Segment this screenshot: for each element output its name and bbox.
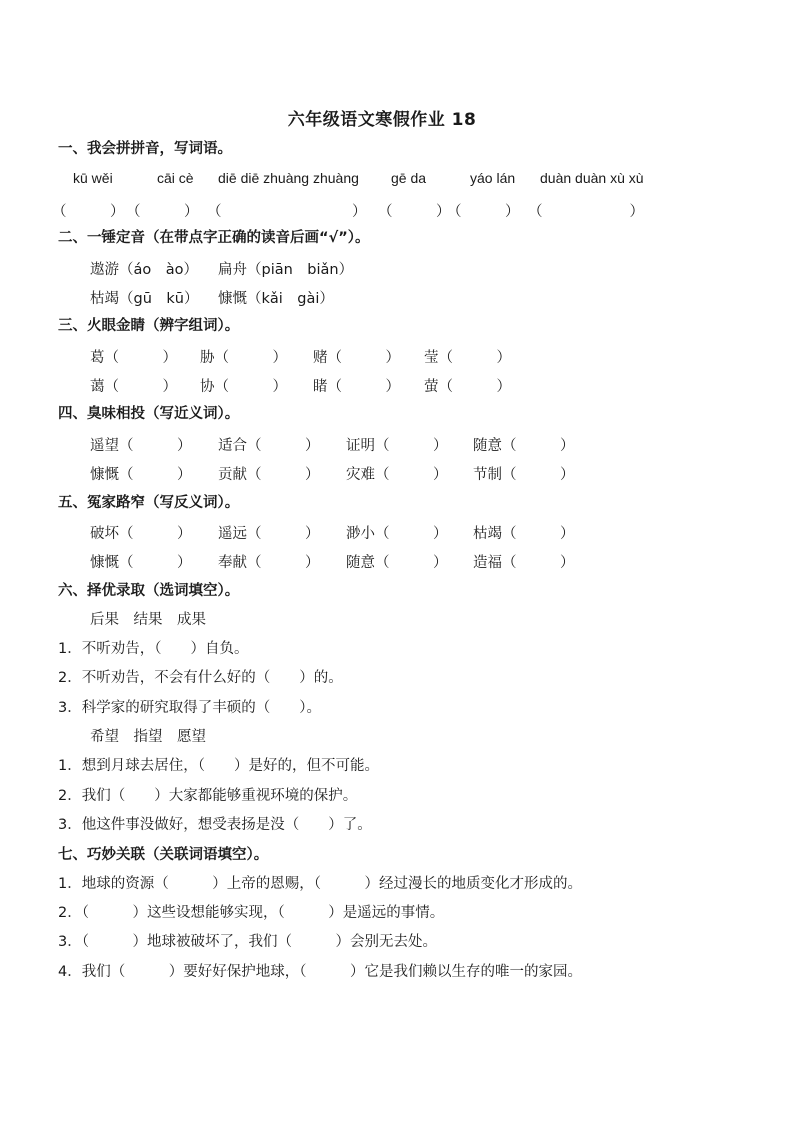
antonym-item[interactable]: 随意（ ） [346, 555, 448, 571]
section-2-heading: 二、一锤定音（在带点字正确的读音后画“√”）。 [58, 230, 370, 246]
section-5-heading: 五、冤家路窄（写反义词）。 [58, 495, 240, 511]
antonym-item[interactable]: 渺小（ ） [346, 526, 448, 542]
antonym-item[interactable]: 破坏（ ） [90, 526, 192, 542]
pinyin-2: cāi cè [157, 170, 194, 186]
answer-blank-6[interactable]: （ ） [528, 204, 644, 220]
conjunction-item[interactable]: 2．（ ）这些设想能够实现，（ ）是遥远的事情。 [58, 905, 445, 921]
word-item[interactable]: 葛（ ） [90, 350, 177, 366]
synonym-item[interactable]: 证明（ ） [346, 438, 448, 454]
conjunction-item[interactable]: 3．（ ）地球被破坏了，我们（ ）会别无去处。 [58, 934, 437, 950]
section-3-heading: 三、火眼金睛（辨字组词）。 [58, 318, 240, 334]
word-item[interactable]: 睹（ ） [313, 379, 400, 395]
answer-blank-2[interactable]: （ ） [126, 204, 199, 220]
word-choice-group: 希望 指望 愿望 [90, 729, 206, 745]
pinyin-3: diē diē zhuàng zhuàng [218, 170, 359, 186]
pronunciation-item[interactable]: 慷慨（kǎi gài） [218, 291, 334, 307]
fill-blank-item[interactable]: 3．科学家的研究取得了丰硕的（ ）。 [58, 700, 321, 716]
section-4-heading: 四、臭味相投（写近义词）。 [58, 406, 240, 422]
fill-blank-item[interactable]: 1．不听劝告，（ ）自负。 [58, 641, 249, 657]
pinyin-6: duàn duàn xù xù [540, 170, 644, 186]
answer-blank-3[interactable]: （ ） [207, 204, 367, 220]
conjunction-item[interactable]: 4．我们（ ）要好好保护地球，（ ）它是我们赖以生存的唯一的家园。 [58, 964, 582, 980]
antonym-item[interactable]: 遥远（ ） [218, 526, 320, 542]
synonym-item[interactable]: 贡献（ ） [218, 467, 320, 483]
antonym-item[interactable]: 奉献（ ） [218, 555, 320, 571]
synonym-item[interactable]: 适合（ ） [218, 438, 320, 454]
section-7-heading: 七、巧妙关联（关联词语填空）。 [58, 847, 269, 863]
pinyin-5: yáo lán [470, 170, 516, 186]
section-6-heading: 六、择优录取（选词填空）。 [58, 583, 240, 599]
answer-blank-4[interactable]: （ ） [378, 204, 451, 220]
synonym-item[interactable]: 慷慨（ ） [90, 467, 192, 483]
word-item[interactable]: 赌（ ） [313, 350, 400, 366]
pinyin-4: gē da [391, 170, 427, 186]
word-choice-group: 后果 结果 成果 [90, 612, 206, 628]
synonym-item[interactable]: 灾难（ ） [346, 467, 448, 483]
word-item[interactable]: 协（ ） [200, 379, 287, 395]
word-item[interactable]: 蔼（ ） [90, 379, 177, 395]
conjunction-item[interactable]: 1．地球的资源（ ）上帝的恩赐，（ ）经过漫长的地质变化才形成的。 [58, 876, 582, 892]
synonym-item[interactable]: 随意（ ） [473, 438, 575, 454]
word-item[interactable]: 胁（ ） [200, 350, 287, 366]
section-1-heading: 一、我会拼拼音，写词语。 [58, 141, 232, 157]
word-item[interactable]: 莹（ ） [424, 350, 511, 366]
word-item[interactable]: 萤（ ） [424, 379, 511, 395]
page-title: 六年级语文寒假作业 18 [287, 110, 477, 130]
fill-blank-item[interactable]: 2．我们（ ）大家都能够重视环境的保护。 [58, 788, 358, 804]
pinyin-1: kū wěi [73, 170, 113, 186]
antonym-item[interactable]: 造福（ ） [473, 555, 575, 571]
answer-blank-5[interactable]: （ ） [447, 204, 520, 220]
antonym-item[interactable]: 枯竭（ ） [473, 526, 575, 542]
synonym-item[interactable]: 节制（ ） [473, 467, 575, 483]
pronunciation-item[interactable]: 枯竭（gū kū） [90, 291, 199, 307]
antonym-item[interactable]: 慷慨（ ） [90, 555, 192, 571]
pronunciation-item[interactable]: 遨游（áo ào） [90, 262, 199, 278]
synonym-item[interactable]: 遥望（ ） [90, 438, 192, 454]
fill-blank-item[interactable]: 3．他这件事没做好，想受表扬是没（ ）了。 [58, 817, 372, 833]
pronunciation-item[interactable]: 扁舟（piān biǎn） [218, 262, 354, 278]
fill-blank-item[interactable]: 2．不听劝告，不会有什么好的（ ）的。 [58, 670, 343, 686]
fill-blank-item[interactable]: 1．想到月球去居住，（ ）是好的，但不可能。 [58, 758, 379, 774]
answer-blank-1[interactable]: （ ） [52, 204, 125, 220]
